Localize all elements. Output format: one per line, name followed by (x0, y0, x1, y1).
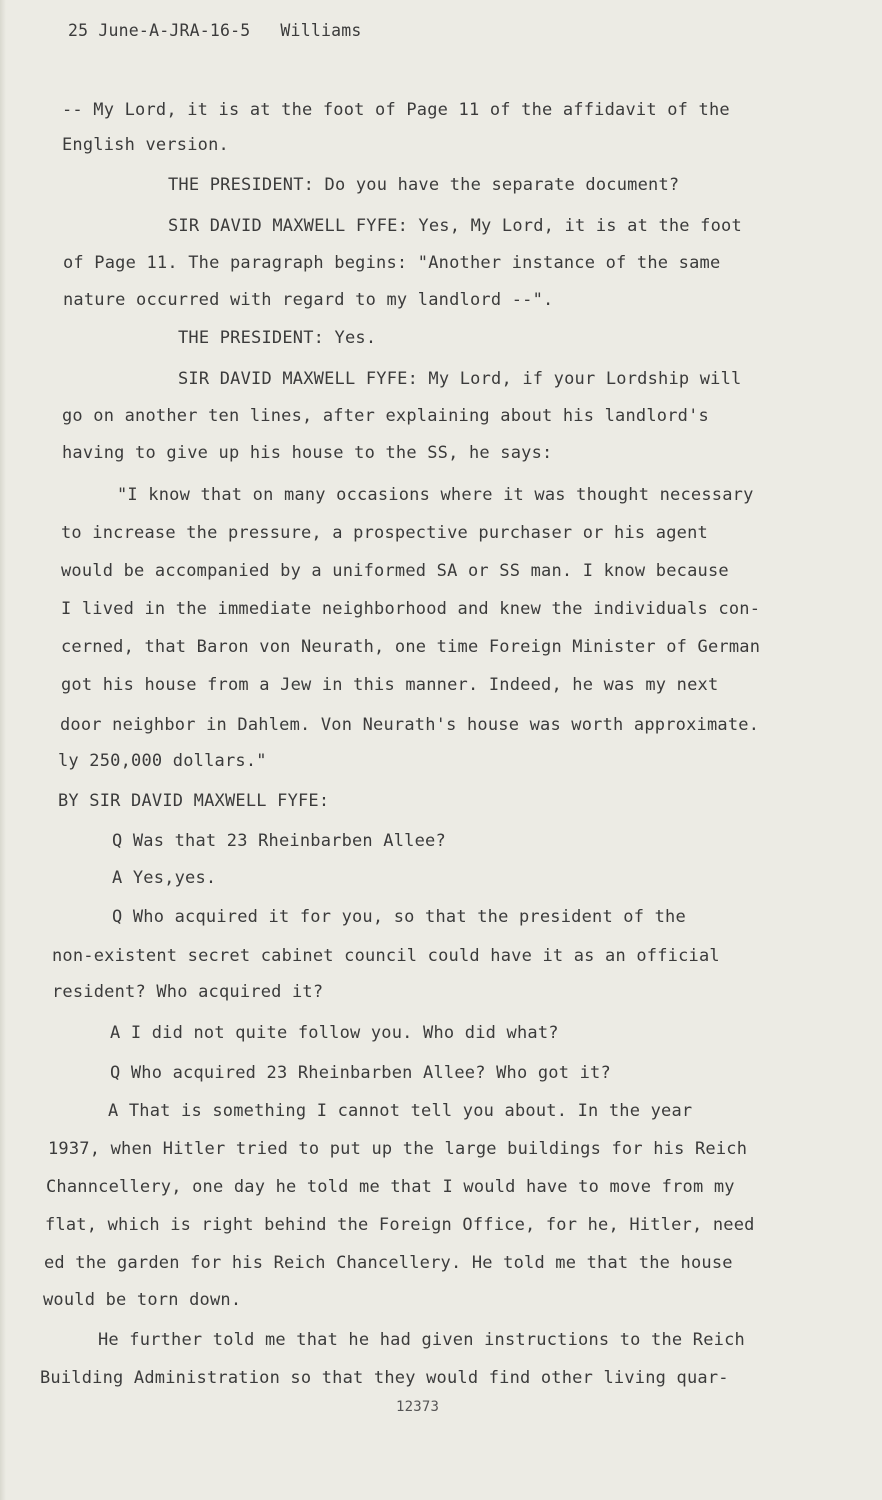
text-line: resident? Who acquired it? (52, 982, 324, 1002)
text-line: A That is something I cannot tell you about. In the year (108, 1101, 693, 1121)
text-line: I lived in the immediate neighborhood and knew the individuals con- (61, 599, 761, 619)
text-line: ly 250,000 dollars." (58, 751, 267, 771)
page-edge-shadow (0, 0, 6, 1500)
text-line: of Page 11. The paragraph begins: "Another instance of the same (63, 253, 721, 273)
text-line: Channcellery, one day he told me that I would have to move from my (46, 1177, 735, 1197)
text-line: flat, which is right behind the Foreign Office, for he, Hitler, need (45, 1215, 755, 1235)
text-line: SIR DAVID MAXWELL FYFE: Yes, My Lord, it is at the foot (168, 216, 742, 236)
text-line: got his house from a Jew in this manner. Indeed, he was my next (61, 675, 719, 695)
text-line: ed the garden for his Reich Chancellery. He told me that the house (44, 1253, 733, 1273)
page-number: 12373 (396, 1399, 440, 1415)
text-line: non-existent secret cabinet council could have it as an official (52, 946, 720, 966)
text-line: Q Who acquired it for you, so that the president of the (112, 907, 686, 927)
text-line: A I did not quite follow you. Who did what? (110, 1023, 559, 1043)
text-line: A Yes,yes. (112, 868, 217, 888)
text-line: having to give up his house to the SS, he says: (62, 443, 553, 463)
text-line: cerned, that Baron von Neurath, one time Foreign Minister of German (61, 637, 761, 657)
text-line: door neighbor in Dahlem. Von Neurath's house was worth approximate. (60, 715, 760, 735)
text-line: Q Who acquired 23 Rheinbarben Allee? Who got it? (110, 1063, 611, 1083)
text-line: -- My Lord, it is at the foot of Page 11 of the affidavit of the (62, 100, 730, 120)
page-header (68, 21, 362, 41)
text-line: BY SIR DAVID MAXWELL FYFE: (58, 791, 330, 811)
text-line: go on another ten lines, after explaining about his landlord's (62, 406, 709, 426)
header-reference: 25 June-A-JRA-16-5 (68, 21, 251, 40)
text-line: THE PRESIDENT: Yes. (178, 328, 377, 348)
text-line: nature occurred with regard to my landlord --". (63, 290, 554, 310)
text-line: "I know that on many occasions where it was thought necessary (117, 485, 754, 505)
text-line: Q Was that 23 Rheinbarben Allee? (112, 831, 446, 851)
text-line: to increase the pressure, a prospective purchaser or his agent (61, 523, 708, 543)
text-line: would be accompanied by a uniformed SA or SS man. I know because (61, 561, 729, 581)
text-line: would be torn down. (43, 1290, 242, 1310)
header-author: Williams (280, 21, 362, 40)
text-line: Building Administration so that they would find other living quar- (40, 1368, 729, 1388)
text-line: 1937, when Hitler tried to put up the large buildings for his Reich (48, 1139, 748, 1159)
text-line: He further told me that he had given instructions to the Reich (98, 1330, 745, 1350)
text-line: SIR DAVID MAXWELL FYFE: My Lord, if your Lordship will (178, 369, 742, 389)
text-line: English version. (62, 135, 229, 155)
text-line: THE PRESIDENT: Do you have the separate document? (168, 175, 680, 195)
